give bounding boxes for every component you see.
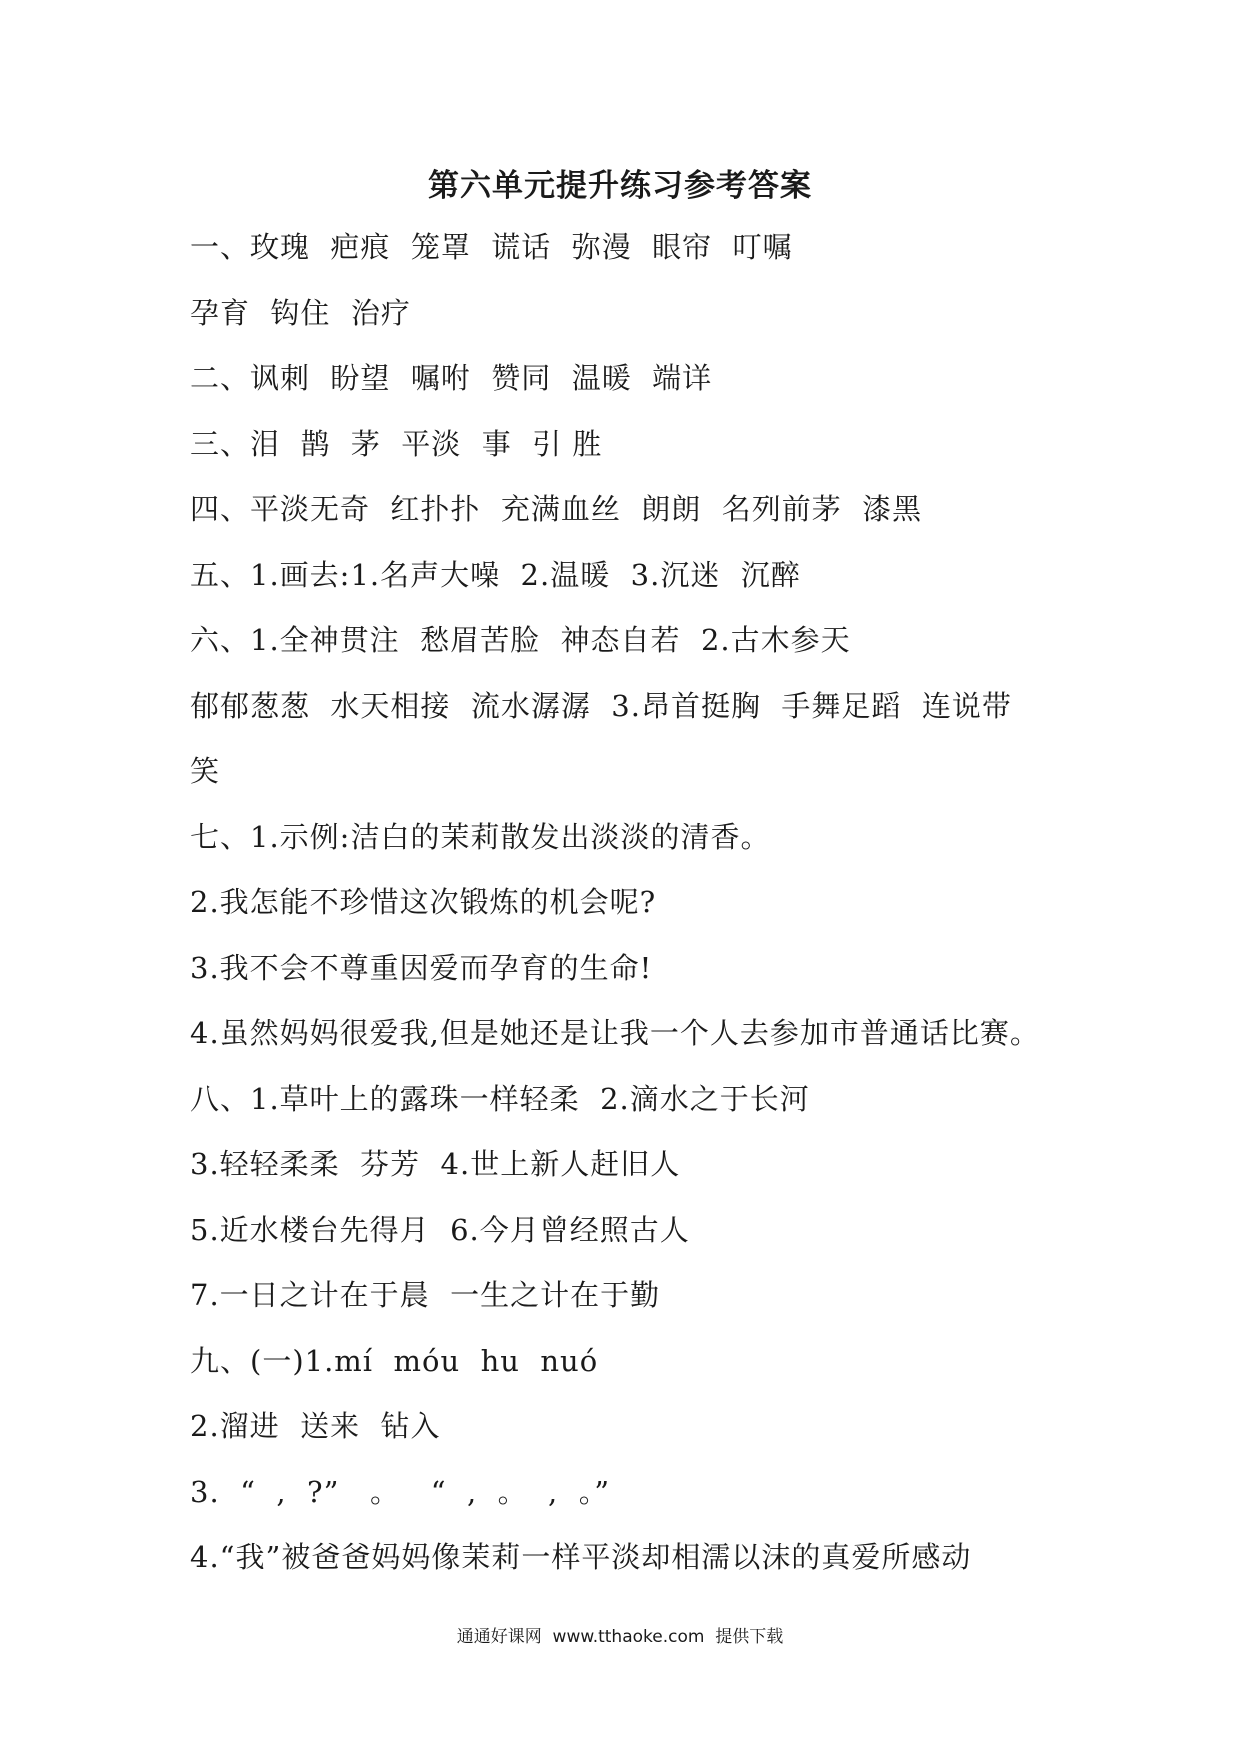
answer-line: 四、平淡无奇 红扑扑 充满血丝 朗朗 名列前茅 漆黑 xyxy=(190,492,923,526)
answer-line: 4.“我”被爸爸妈妈像茉莉一样平淡却相濡以沫的真爱所感动 xyxy=(190,1540,972,1574)
answer-line: 三、泪 鹊 茅 平淡 事 引 胜 xyxy=(190,426,603,461)
answer-line: 九、(一)1.mí móu hu nuó xyxy=(190,1343,599,1378)
answer-line: 3.我不会不尊重因爱而孕育的生命! xyxy=(190,950,653,985)
answer-line: 七、1.示例:洁白的茉莉散发出淡淡的清香。 xyxy=(190,819,771,854)
answer-line: 六、1.全神贯注 愁眉苦脸 神态自若 2.古木参天 xyxy=(190,623,851,657)
page-title: 第六单元提升练习参考答案 xyxy=(428,168,812,204)
answer-line: 孕育 钩住 治疗 xyxy=(190,295,411,330)
answer-line: 4.虽然妈妈很爱我,但是她还是让我一个人去参加市普通话比赛。 xyxy=(190,1016,1040,1050)
answer-line: 7.一日之计在于晨 一生之计在于勤 xyxy=(190,1278,661,1312)
answer-line: 郁郁葱葱 水天相接 流水潺潺 3.昂首挺胸 手舞足蹈 连说带 xyxy=(190,688,1012,723)
answer-lines xyxy=(190,227,1090,1603)
answer-line: 2.我怎能不珍惜这次锻炼的机会呢? xyxy=(190,885,657,919)
answer-line: 3.轻轻柔柔 芬芳 4.世上新人赶旧人 xyxy=(190,1147,681,1181)
answer-line: 八、1.草叶上的露珠一样轻柔 2.滴水之于长河 xyxy=(190,1081,810,1116)
answer-line: 二、讽刺 盼望 嘱咐 赞同 温暖 端详 xyxy=(190,361,713,395)
answer-line: 5.近水楼台先得月 6.今月曾经照古人 xyxy=(190,1212,690,1247)
answer-line: 一、玫瑰 疤痕 笼罩 谎话 弥漫 眼帘 叮嘱 xyxy=(190,230,793,264)
answer-line: 3. “ , ?” 。 “ , 。 , 。” xyxy=(190,1474,611,1509)
answer-line: 2.溜进 送来 钻入 xyxy=(190,1409,441,1443)
answer-line: 五、1.画去:1.名声大噪 2.温暖 3.沉迷 沉醉 xyxy=(190,557,801,592)
footer-credit: 通通好课网 www.tthaoke.com 提供下载 xyxy=(456,1627,784,1647)
answer-line: 笑 xyxy=(190,754,221,788)
